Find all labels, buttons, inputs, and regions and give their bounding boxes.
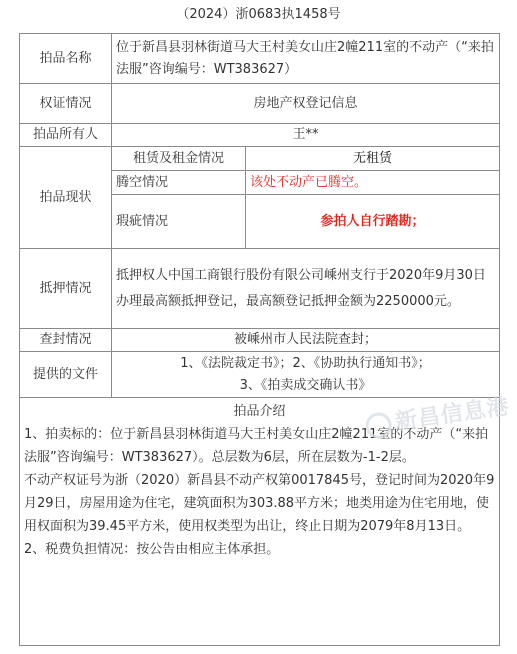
seizure-value: 被嵊州市人民法院查封； (112, 329, 500, 352)
intro-heading: 拍品介绍 (233, 404, 286, 419)
row-intro (20, 398, 500, 646)
row-item-name (20, 34, 500, 84)
documents-value (112, 352, 500, 398)
intro-paragraph-2: 不动产权证号为浙（2020）新昌县不动产权第0017845号，登记时间为2020年9月29日，房屋用途为住宅，建筑面积为303.88平方米；地类用途为住宅用地，使用权面积为39.45平方米，使用权类型为出让，终止日期为2079年8月13日。 (24, 473, 495, 534)
intro-paragraph-3: 2、税费负担情况：按公告由相应主体承担。 (24, 542, 280, 557)
intro-cell (20, 398, 500, 646)
lease-value: 无租赁 (246, 147, 500, 171)
documents-line-1: 1、《法院裁定书》；2、《协助执行通知书》； (180, 355, 431, 371)
row-documents (20, 352, 500, 398)
row-owner (20, 124, 500, 147)
row-seizure (20, 329, 500, 352)
lease-label: 租赁及租金情况 (112, 147, 246, 171)
title-value: 房地产权登记信息 (112, 84, 500, 124)
documents-line-2: 3、《拍卖成交确认书》 (239, 377, 372, 393)
row-lease (20, 147, 500, 171)
owner-label: 拍品所有人 (20, 124, 112, 147)
row-title (20, 84, 500, 124)
watermark-text: 新昌信息港 (393, 394, 512, 436)
title-label: 权证情况 (20, 84, 112, 124)
mortgage-value: 抵押权人中国工商银行股份有限公司嵊州支行于2020年9月30日办理最高额抵押登记，最高额登记抵押金额为2250000元。 (112, 249, 500, 329)
documents-label: 提供的文件 (20, 352, 112, 398)
seizure-label: 查封情况 (20, 329, 112, 352)
case-number: （2024）浙0683执1458号 (176, 7, 341, 22)
vacate-value: 该处不动产已腾空。 (246, 171, 500, 195)
item-name-value: 位于新昌县羽林街道马大王村美女山庄2幢211室的不动产（“来拍法服”咨询编号：WT383627） (112, 34, 500, 84)
row-mortgage (20, 249, 500, 329)
owner-value: 王** (112, 124, 500, 147)
status-label: 拍品现状 (20, 147, 112, 249)
mortgage-label: 抵押情况 (20, 249, 112, 329)
defect-label: 瑕疵情况 (112, 195, 246, 249)
auction-info-table (19, 33, 500, 646)
intro-paragraph-1: 1、拍卖标的：位于新昌县羽林街道马大王村美女山庄2幢211室的不动产（“来拍法服”咨询编号：WT383627）。总层数为6层，所在层数为-1-2层。 (24, 427, 489, 465)
vacate-label: 腾空情况 (112, 171, 246, 195)
defect-value: 参拍人自行踏勘； (246, 195, 500, 249)
item-name-label: 拍品名称 (20, 34, 112, 84)
